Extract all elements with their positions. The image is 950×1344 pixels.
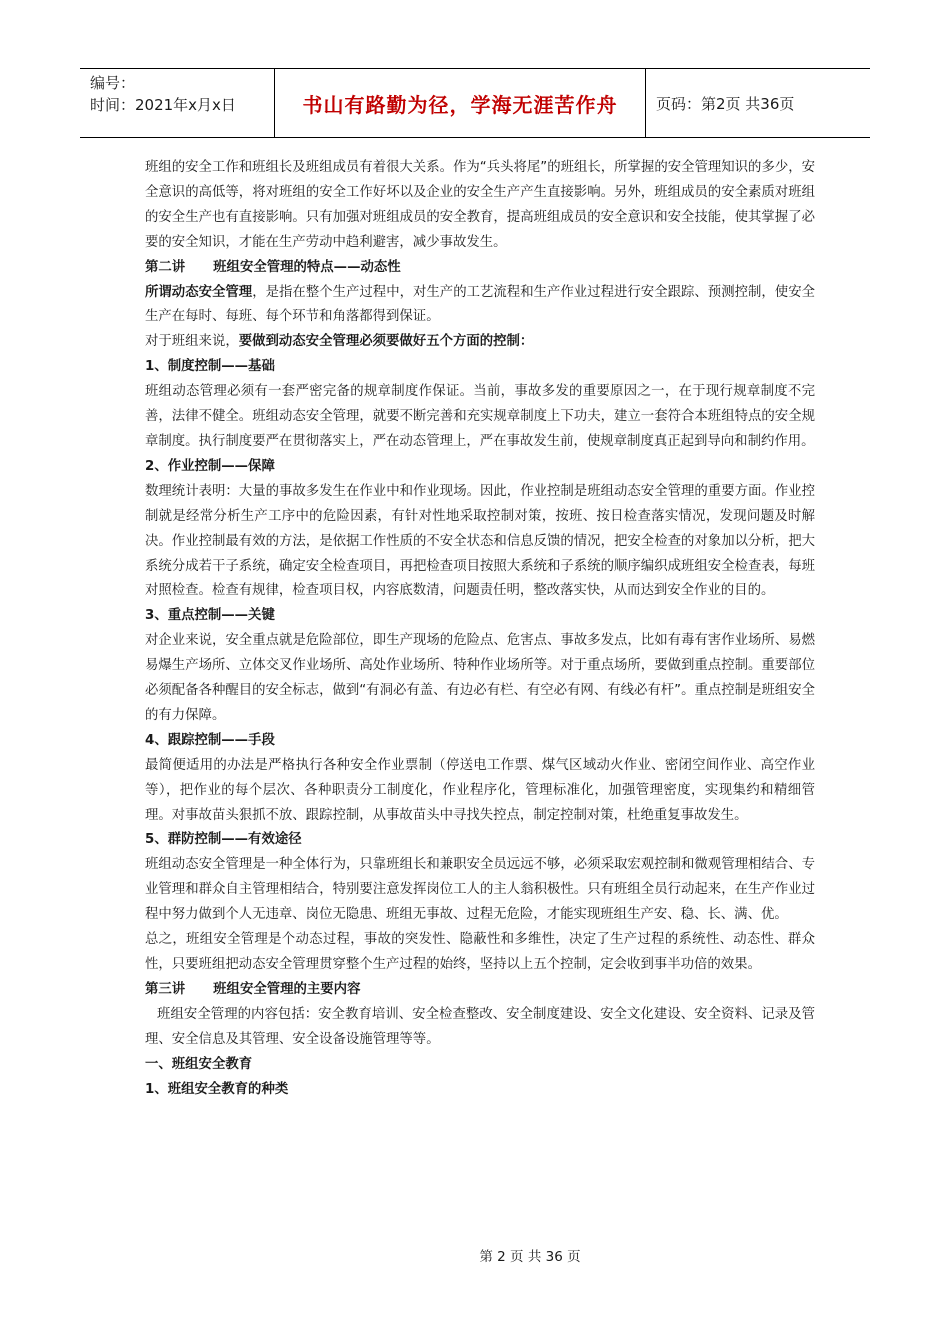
paragraph: 数理统计表明：大量的事故多发生在作业中和作业现场。因此，作业控制是班组动态安全管理的重要方面。作业控制就是经常分析生产工序中的危险因素，有针对性地采取控制对策，按班、按日检查落实情况，发现问题及时解决。作业控制最有效的方法，是依据工作性质的不安全状态和信息反馈的情况，把安全检查的对象加以分析，把大系统分成若干子系统，确定安全检查项目，再把检查项目按照大系统和子系统的顺序编织成班组安全检查表，每班对照检查。检查有规律，检查项目权，内容底数清，问题责任明，整改落实快，从而达到安全作业的目的。 [145, 483, 815, 599]
subheading: 1、制度控制——基础 [145, 359, 275, 375]
subheading: 1、班组安全教育的种类 [145, 1081, 289, 1097]
document-body [145, 156, 815, 1102]
paragraph: 班组的安全工作和班组长及班组成员有着很大关系。作为“兵头将尾”的班组长，所掌握的安全管理知识的多少，安全意识的高低等，将对班组的安全工作好坏以及企业的安全生产产生直接影响。另外，班组成员的安全素质对班组的安全生产也有直接影响。只有加强对班组成员的安全教育，提高班组成员的安全意识和安全技能，使其掌握了必要的安全知识，才能在生产劳动中趋利避害，减少事故发生。 [145, 160, 816, 250]
code-label: 编号： [90, 74, 136, 92]
paragraph: 对于班组来说，要做到动态安全管理必须要做好五个方面的控制： [145, 334, 534, 350]
paragraph: 班组动态管理必须有一套严密完备的规章制度作保证。当前，事故多发的重要原因之一，在于现行规章制度不完善，法律不健全。班组动态安全管理，就要不断完善和充实规章制度上下功夫，建立一套符合本班组特点的安全规章制度。执行制度要严在贯彻落实上，严在动态管理上，严在事故发生前，使规章制度真正起到导向和制约作用。 [145, 384, 815, 449]
page-header [80, 68, 870, 138]
header-page-label: 页码：第2页 共36页 [656, 94, 795, 113]
paragraph: 所谓动态安全管理，是指在整个生产过程中，对生产的工艺流程和生产作业过程进行安全跟踪、预测控制，使安全生产在每时、每班、每个环节和角落都得到保证。 [145, 284, 815, 325]
lecture-number: 第二讲 [145, 259, 186, 275]
subheading: 一、班组安全教育 [145, 1056, 253, 1072]
subheading: 3、重点控制——关键 [145, 608, 275, 624]
lecture-title: 班组安全管理的主要内容 [213, 981, 361, 997]
paragraph: 对企业来说，安全重点就是危险部位，即生产现场的危险点、危害点、事故多发点，比如有毒有害作业场所、易燃易爆生产场所、立体交叉作业场所、高处作业场所、特种作业场所等。对于重点场所，要做到重点控制。重要部位必须配备各种醒目的安全标志，做到“有洞必有盖、有边必有栏、有空必有网、有线必有杆”。重点控制是班组安全的有力保障。 [145, 633, 816, 723]
paragraph: 最简便适用的办法是严格执行各种安全作业票制（停送电工作票、煤气区域动火作业、密闭空间作业、高空作业等），把作业的每个层次、各种职责分工制度化，作业程序化，管理标准化，加强管理密度，实现集约和精细管理。对事故苗头狠抓不放、跟踪控制，从事故苗头中寻找失控点，制定控制对策，杜绝重复事故发生。 [145, 757, 815, 823]
subheading: 4、跟踪控制——手段 [145, 732, 275, 748]
bold-phrase: 要做到动态安全管理必须要做好五个方面的控制： [238, 334, 534, 350]
paragraph: 总之，班组安全管理是个动态过程，事故的突发性、隐蔽性和多维性，决定了生产过程的系统性、动态性、群众性，只要班组把动态安全管理贯穿整个生产过程的始终，坚持以上五个控制，定会收到事半功倍的效果。 [145, 932, 815, 972]
time-label: 时间：2021年x月x日 [90, 96, 236, 114]
subheading: 2、作业控制——保障 [145, 458, 275, 474]
header-motto: 书山有路勤为径，学海无涯苦作舟 [275, 69, 646, 137]
footer-page-number: 第 2 页 共 36 页 [479, 1249, 581, 1265]
lecture-title: 班组安全管理的特点——动态性 [213, 259, 401, 275]
subheading: 5、群防控制——有效途径 [145, 832, 302, 848]
page-footer [0, 1245, 950, 1265]
paragraph: 班组动态安全管理是一种全体行为，只靠班组长和兼职安全员远远不够，必须采取宏观控制和微观管理相结合、专业管理和群众自主管理相结合，特别要注意发挥岗位工人的主人翁积极性。只有班组全员行动起来，在生产作业过程中努力做到个人无违章、岗位无隐患、班组无事故、过程无危险，才能实现班组生产安、稳、长、满、优。 [145, 857, 815, 923]
header-info [80, 69, 275, 137]
bold-term: 所谓动态安全管理 [145, 284, 253, 300]
section-heading [145, 978, 815, 1003]
paragraph: 班组安全管理的内容包括：安全教育培训、安全检查整改、安全制度建设、安全文化建设、安全资料、记录及管理、安全信息及其管理、安全设备设施管理等等。 [145, 1006, 815, 1047]
section-heading [145, 256, 815, 281]
lecture-number: 第三讲 [145, 981, 186, 997]
